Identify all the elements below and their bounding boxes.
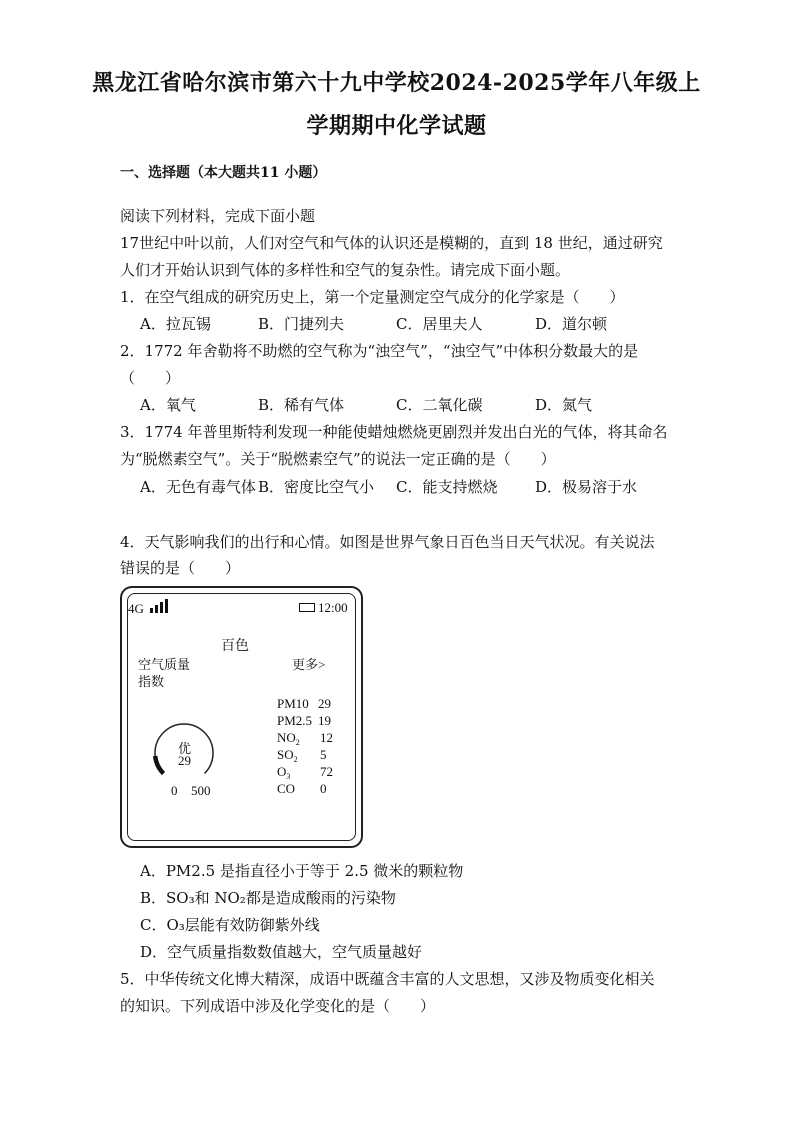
question-1-stem: 1．在空气组成的研究历史上，第一个定量测定空气成分的化学家是（ ） (120, 288, 625, 306)
question-3-stem: 3．1774 年普里斯特利发现一种能使蜡烛燃烧更剧烈并发出白光的气体，将其命名 (120, 423, 668, 441)
intro-line-2: 17世纪中叶以前，人们对空气和气体的认识还是模糊的，直到 18 世纪，通过研究 (120, 234, 663, 252)
battery-icon (299, 603, 315, 612)
pollutant-pm25-value: 19 (318, 713, 331, 728)
question-4-option-b: B．SO₃和 NO₂都是造成酸雨的污染物 (140, 889, 396, 907)
aqi-label-line-2: 指数 (138, 674, 165, 689)
gauge-value: 29 (178, 753, 191, 768)
pollutant-o3-value: 72 (320, 764, 333, 779)
intro-line-3: 人们才开始认识到气体的多样性和空气的复杂性。请完成下面小题。 (120, 261, 571, 279)
aqi-label-line-1: 空气质量 (138, 657, 191, 672)
question-5-stem: 5．中华传统文化博大精深，成语中既蕴含丰富的人文思想，又涉及物质变化相关 (120, 970, 655, 988)
question-1-option-b: B．门捷列夫 (258, 315, 345, 333)
question-3-option-b: B．密度比空气小 (258, 478, 375, 496)
question-3-option-d: D．极易溶于水 (535, 478, 638, 496)
question-5-stem-cont: 的知识。下列成语中涉及化学变化的是（ ） (120, 997, 436, 1015)
document-title-line-1: 黑龙江省哈尔滨市第六十九中学校2024-2025学年八年级上 (92, 70, 701, 96)
pollutant-so2-name: $SO_2$ (277, 747, 298, 764)
question-2-option-c: C．二氧化碳 (396, 396, 483, 414)
pollutant-co-value: 0 (320, 781, 327, 796)
pollutant-pm25-name: PM2.5 (277, 713, 313, 728)
question-2-stem: 2．1772 年舍勒将不助燃的空气称为“浊空气”，“浊空气”中体积分数最大的是 (120, 342, 639, 360)
question-2-option-a: A．氧气 (140, 396, 196, 414)
pollutant-o3-name: $O_3$ (277, 764, 291, 781)
question-2-option-b: B．稀有气体 (258, 396, 345, 414)
pollutant-co-name: CO (277, 781, 296, 796)
city-name: 百色 (221, 639, 249, 654)
question-4-option-d: D．空气质量指数数值越大，空气质量越好 (140, 943, 423, 961)
pollutant-no2-value: 12 (320, 730, 333, 745)
question-3-option-a: A．无色有毒气体 (140, 478, 256, 496)
pollutant-pm10-name: PM10 (277, 696, 309, 711)
question-4-option-a: A．PM2.5 是指直径小于等于 2.5 微米的颗粒物 (140, 862, 464, 880)
question-3-stem-cont: 为“脱燃素空气”。关于“脱燃素空气”的说法一定正确的是（ ） (120, 450, 556, 468)
section-heading: 一、选择题（本大题共11 小题） (120, 165, 327, 181)
question-2-option-d: D．氮气 (535, 396, 593, 414)
gauge-max: 500 (191, 783, 211, 798)
question-1-option-c: C．居里夫人 (396, 315, 483, 333)
signal-icon (150, 599, 170, 613)
network-label: 4G (128, 601, 144, 616)
question-3-option-c: C．能支持燃烧 (396, 478, 498, 496)
question-1-option-a: A．拉瓦锡 (140, 315, 211, 333)
clock-time: 12:00 (318, 600, 348, 615)
intro-line-1: 阅读下列材料，完成下面小题 (120, 207, 316, 225)
gauge-min: 0 (171, 783, 178, 798)
question-4-option-c: C．O₃层能有效防御紫外线 (140, 916, 320, 934)
question-2-stem-cont: （ ） (120, 369, 181, 387)
pollutant-no2-name: $NO_2$ (277, 730, 300, 747)
gauge-fill (155, 756, 163, 774)
document-title-line-2: 学期期中化学试题 (306, 113, 487, 139)
gauge-grade: 优 (178, 741, 192, 756)
pollutant-pm10-value: 29 (318, 696, 331, 711)
question-4-stem-cont: 错误的是（ ） (120, 559, 241, 577)
question-4-stem: 4．天气影响我们的出行和心情。如图是世界气象日百色当日天气状况。有关说法 (120, 533, 655, 551)
pollutant-so2-value: 5 (320, 747, 327, 762)
question-1-option-d: D．道尔顿 (535, 315, 608, 333)
more-link[interactable]: 更多> (292, 657, 326, 672)
